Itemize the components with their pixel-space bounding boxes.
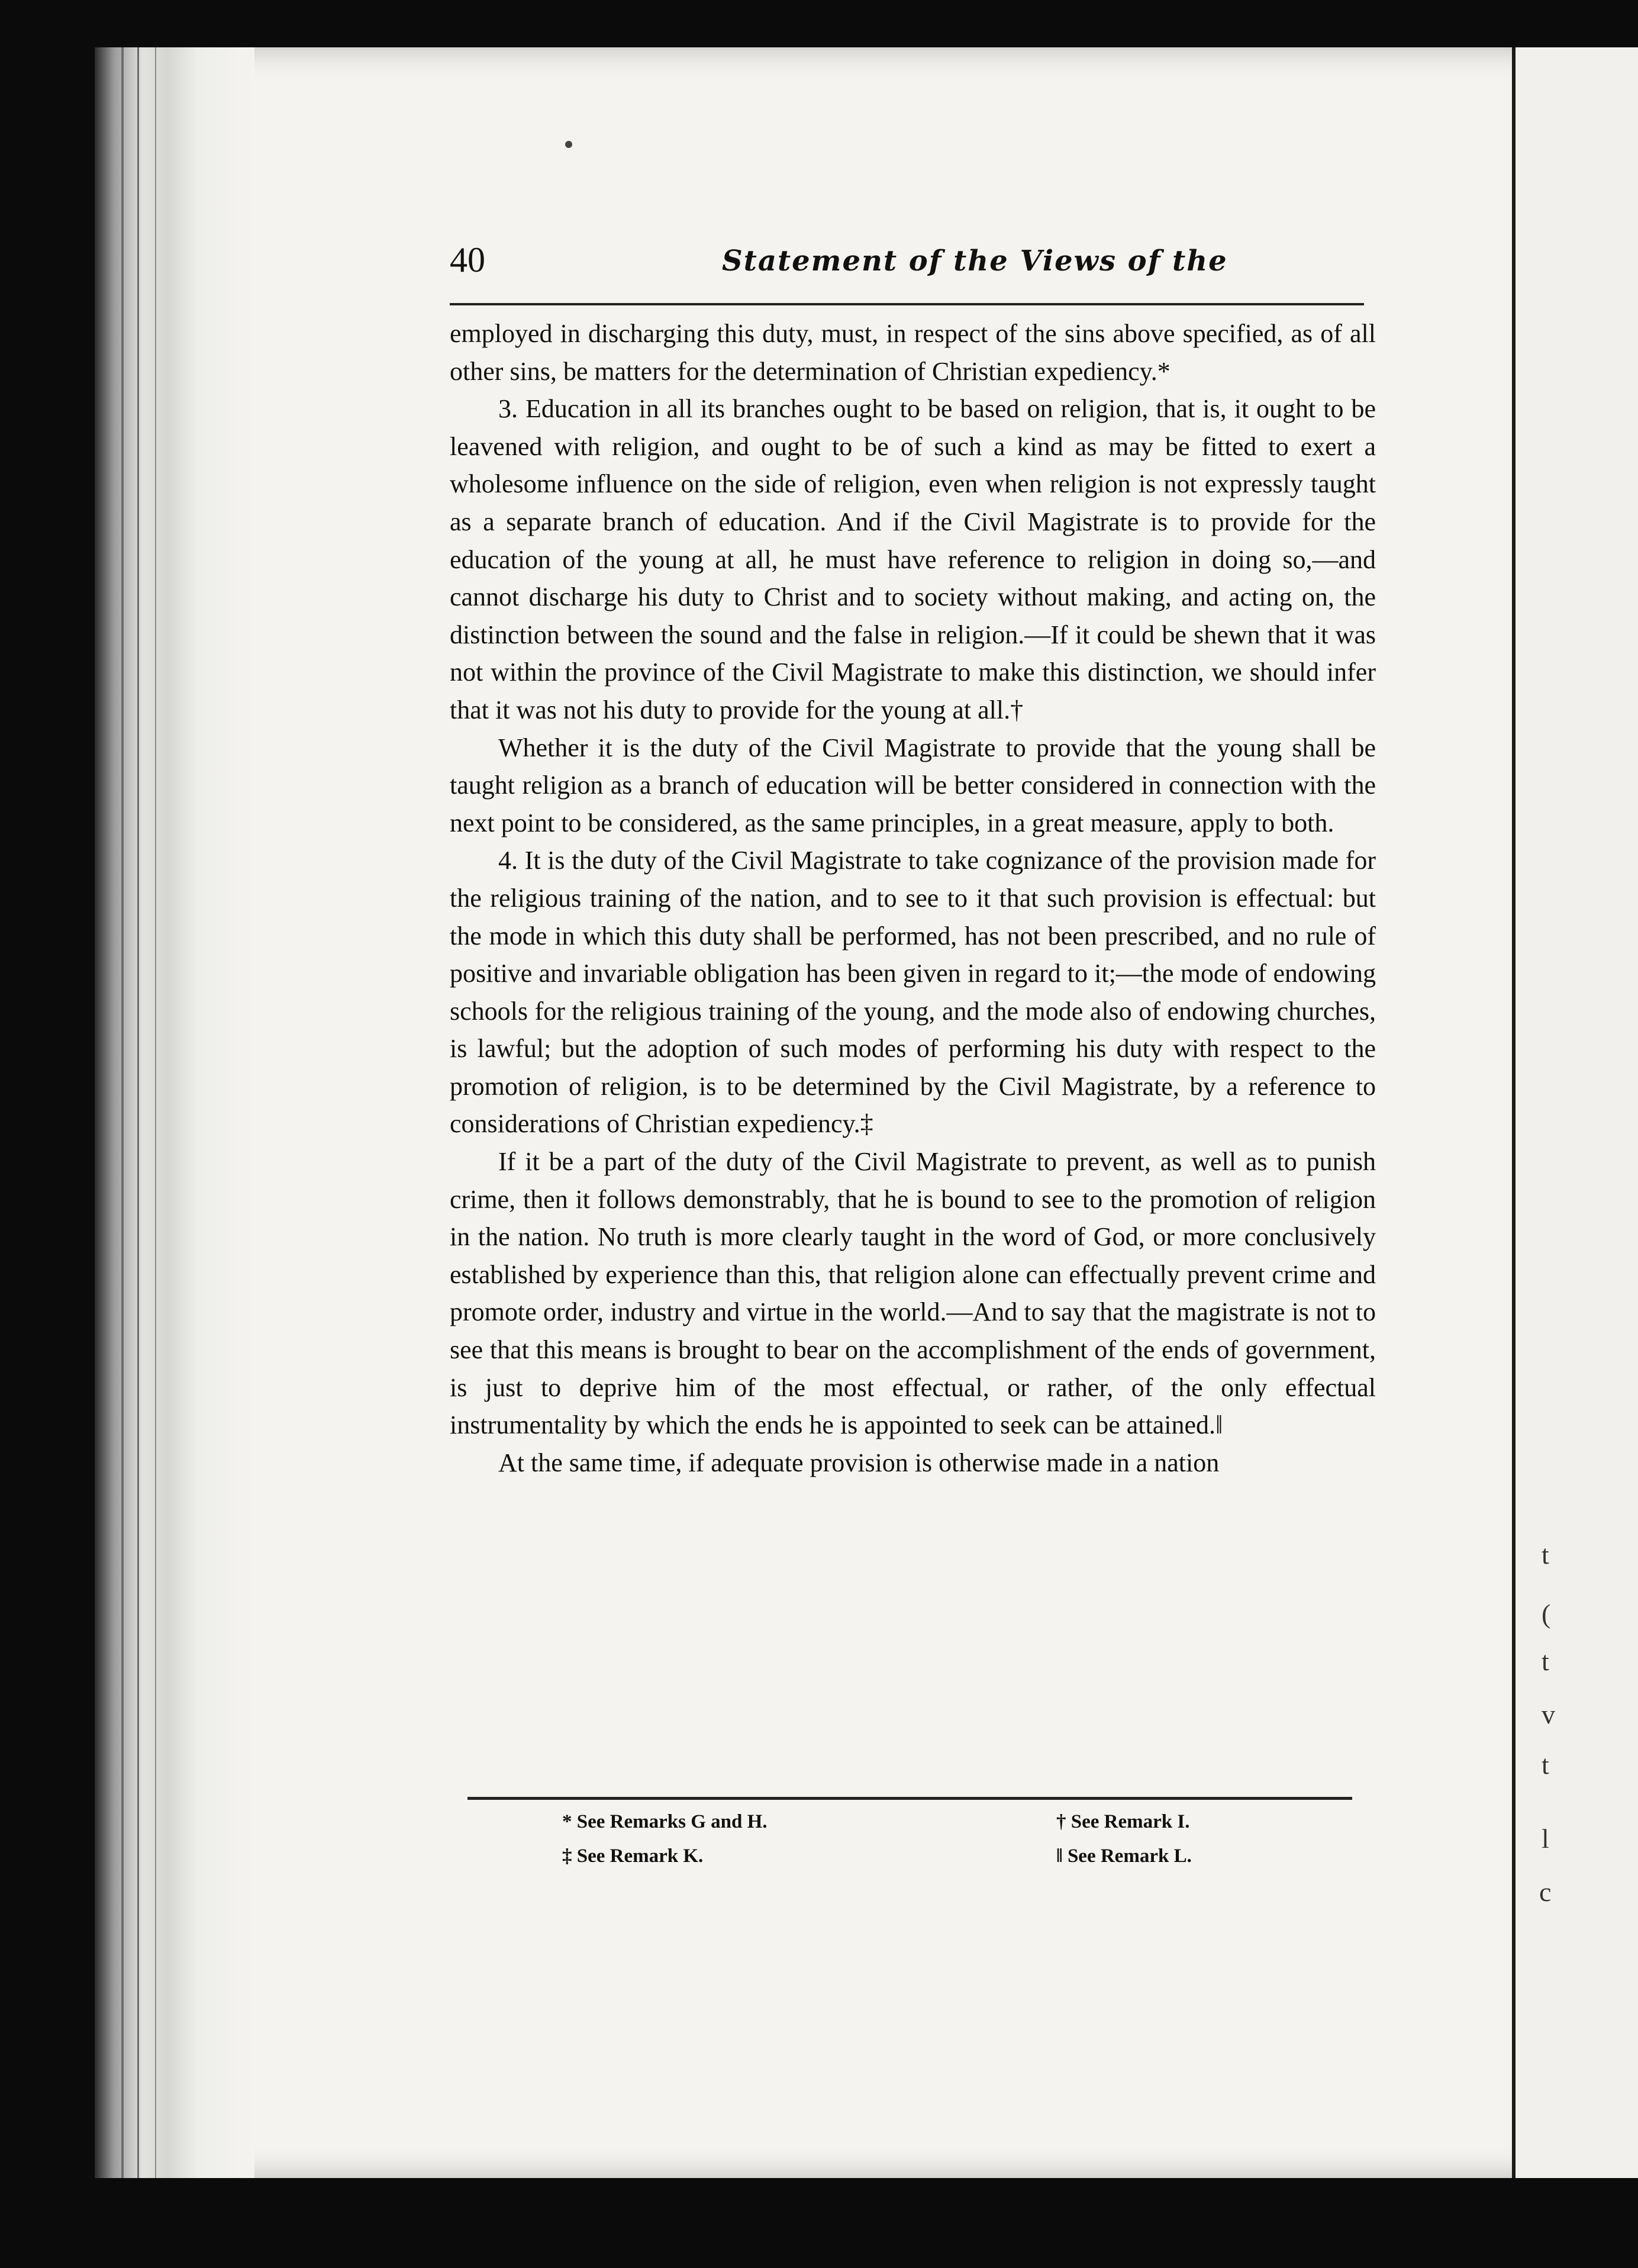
- body-text: [450, 315, 1376, 1481]
- adjacent-page-fragment: v: [1542, 1699, 1555, 1729]
- footnote: * See Remarks G and H.: [562, 1811, 768, 1832]
- paragraph: Whether it is the duty of the Civil Magistrate to provide that the young shall be taught religion as a branch of education will be better considered in connection with the next point to be considered, as the same principles, in a great measure, apply to both.: [450, 733, 1376, 837]
- binding-crease: [137, 47, 139, 2178]
- header-rule: [450, 303, 1364, 305]
- adjacent-page-fragment: (: [1542, 1599, 1551, 1629]
- paragraph: 4. It is the duty of the Civil Magistrate to take cognizance of the provision made for the religious training of the nation, and to see to it that such provision is effectual: but the mode in which this duty shall be performed, has not been prescribed, and no rule of positive and invariable obligation has been given in regard to it;—the mode of endowing schools for the religious training of the young, and the mode also of endowing churches, is lawful; but the adoption of such modes of performing his duty with respect to the promotion of religion, is to be determined by the Civil Magistrate, by a reference to considerations of Christian expediency.‡: [450, 846, 1376, 1139]
- footnote: † See Remark I.: [1056, 1811, 1190, 1832]
- adjacent-page-fragment: l: [1542, 1824, 1549, 1854]
- paragraph: At the same time, if adequate provision is otherwise made in a nation: [498, 1448, 1220, 1477]
- adjacent-page-fragment: t: [1542, 1750, 1549, 1780]
- page-binding-shadow: [95, 47, 254, 2178]
- paragraph: 3. Education in all its branches ought to be based on religion, that is, it ought to be leavened with religion, and ought to be of such a kind as may be fitted to exert a wholesome influence on the side of religion, even when religion is not expressly taught as a separate branch of education. And if the Civil Magistrate is to provide for the education of the young at all, he must have reference to religion in doing so,—and cannot discharge his duty to Christ and to society without making, and acting on, the distinction between the sound and the false in religion.—If it could be shewn that it was not within the province of the Civil Magistrate to make this distinction, we should infer that it was not his duty to provide for the young at all.†: [450, 394, 1376, 724]
- running-head: Statement of the Views of the: [722, 244, 1228, 278]
- footnote: ‖ See Remark L.: [1056, 1845, 1192, 1867]
- adjacent-page-fragment: c: [1539, 1877, 1552, 1907]
- binding-crease: [155, 47, 156, 2178]
- ink-speck: [565, 141, 572, 148]
- adjacent-page-fragment: t: [1542, 1646, 1549, 1676]
- paragraph: If it be a part of the duty of the Civil Magistrate to prevent, as well as to punish crime, then it follows demonstrably, that he is bound to see to the promotion of religion in the nation. No truth is more clearly taught in the word of God, or more conclusively established by experience than this, that religion alone can effectually prevent crime and promote order, industry and virtue in the world.—And to say that the magistrate is not to see that this means is brought to bear on the accomplishment of the ends of government, is just to deprive him of the most effectual, or rather, of the only effectual instrumentality by which the ends he is appointed to seek can be attained.‖: [450, 1147, 1376, 1440]
- page-header: [450, 240, 1361, 281]
- paragraph: employed in discharging this duty, must, in respect of the sins above specified, as of all other sins, be matters for the determination of Christian expediency.*: [450, 319, 1376, 386]
- footnote: ‡ See Remark K.: [562, 1845, 704, 1867]
- binding-crease: [121, 47, 124, 2178]
- page-number: 40: [450, 240, 485, 279]
- adjacent-page-fragment: t: [1542, 1539, 1549, 1570]
- footnote-rule: [467, 1797, 1352, 1800]
- adjacent-page-edge: [1512, 47, 1638, 2178]
